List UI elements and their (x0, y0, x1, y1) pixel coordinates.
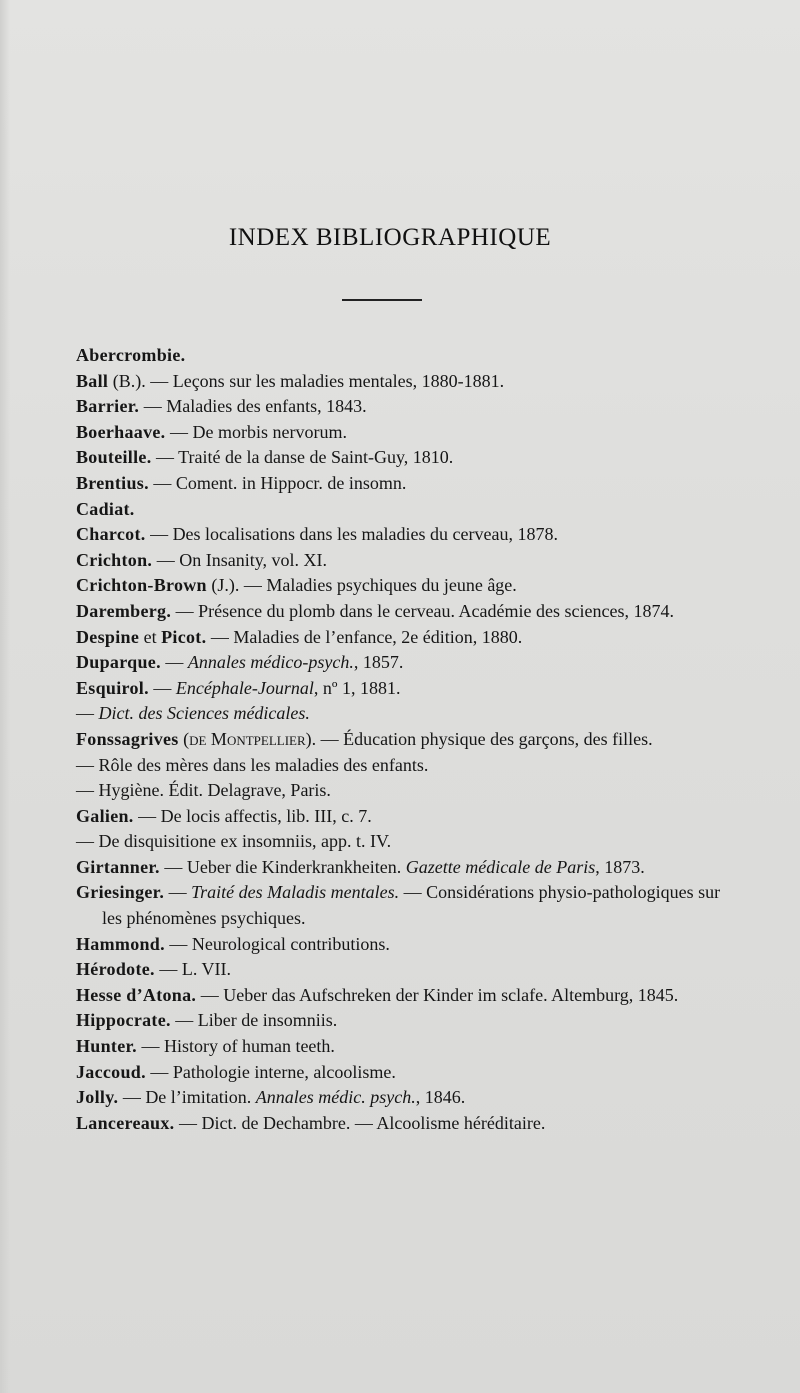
entry-text: — Maladies des enfants, 1843. (139, 396, 367, 417)
author-name: Ball (76, 370, 109, 391)
bibliography-entry (76, 369, 726, 395)
bibliography-entry (76, 727, 726, 753)
author-name: Duparque. (76, 652, 161, 673)
entry-text: — Liber de insomniis. (170, 1010, 338, 1031)
author-name: Cadiat. (76, 498, 135, 519)
entry-text: — Présence du plomb dans le cerveau. Académie des sciences, 1874. (171, 600, 674, 621)
entry-text: — Coment. in Hippocr. de insomn. (148, 472, 407, 493)
bibliography-entry (76, 1060, 726, 1086)
bibliography-entry (76, 394, 726, 420)
entry-conjunction: et (139, 626, 162, 647)
page-edge-shadow (0, 0, 10, 1393)
entry-text: — L. VII. (154, 959, 232, 980)
author-name: Hippocrate. (76, 1010, 171, 1031)
author-name: Despine (76, 626, 140, 647)
bibliography-entry (76, 1085, 726, 1111)
bibliography-entry (76, 471, 726, 497)
entry-text: — De locis affectis, lib. III, c. 7. (133, 805, 372, 826)
author-name: Girtanner. (76, 856, 160, 877)
author-name: Barrier. (76, 396, 140, 417)
bibliography-entry (76, 880, 726, 931)
entry-tail: — Considérations physio-pathologiques sur les phénomènes psychiques. (102, 882, 721, 929)
author-name: Hunter. (76, 1036, 137, 1057)
entry-text: — (164, 882, 192, 903)
bibliography-list (76, 343, 726, 1136)
entry-text: — Traité de la danse de Saint-Guy, 1810. (151, 447, 454, 468)
entry-text: . — Éducation physique des garçons, des filles. (311, 728, 653, 749)
bibliography-entry (76, 804, 726, 830)
bibliography-entry (76, 1034, 726, 1060)
author-name: Jaccoud. (76, 1061, 146, 1082)
bibliography-entry (76, 445, 726, 471)
author-name: Esquirol. (76, 677, 149, 698)
author-name: Galien. (76, 805, 134, 826)
entry-tail: , 1873. (595, 856, 645, 877)
bibliography-entry (76, 1008, 726, 1034)
entry-title-italic: Gazette médicale de Paris (405, 856, 596, 877)
author-name: Crichton. (76, 549, 153, 570)
entry-text: — Ueber die Kinderkrankheiten. (159, 856, 406, 877)
entry-tail: , nº 1, 1881. (313, 677, 401, 698)
entry-title-italic: Annales médico-psych. (187, 652, 354, 673)
entry-title-italic: Dict. des Sciences médicales. (98, 703, 310, 724)
author-name: Lancereaux. (76, 1112, 175, 1133)
author-name: Brentius. (76, 472, 149, 493)
entry-text: — (76, 703, 99, 724)
entry-title-italic: Encéphale-Journal (175, 677, 314, 698)
entry-text: — On Insanity, vol. XI. (152, 549, 328, 570)
entry-text: — Pathologie interne, alcoolisme. (145, 1061, 396, 1082)
bibliography-entry (76, 522, 726, 548)
bibliography-entry (76, 497, 726, 523)
bibliography-entry (76, 855, 726, 881)
author-name: Charcot. (76, 524, 146, 545)
author-origin: (de Montpellier) (178, 728, 312, 749)
entry-text: — Dict. de Dechambre. — Alcoolisme héréditaire. (174, 1112, 546, 1133)
bibliography-entry (76, 753, 726, 779)
entry-text: — De morbis nervorum. (165, 421, 347, 442)
author-name: Hesse d’Atona. (76, 984, 197, 1005)
entry-text: — Ueber das Aufschreken der Kinder im sclafe. Altemburg, 1845. (196, 984, 679, 1005)
author-name: Picot. (161, 626, 207, 647)
bibliography-entry (76, 625, 726, 651)
author-name: Jolly. (76, 1087, 119, 1108)
entry-text: — De disquisitione ex insomniis, app. t. IV. (76, 831, 392, 852)
entry-tail: , 1857. (353, 652, 404, 673)
bibliography-entry (76, 343, 726, 369)
entry-text: — (160, 652, 188, 673)
entry-text: (J.). — Maladies psychiques du jeune âge. (206, 575, 517, 596)
author-name: Bouteille. (76, 447, 152, 468)
bibliography-entry (76, 599, 726, 625)
bibliography-entry (76, 676, 726, 702)
entry-text: (B.). — Leçons sur les maladies mentales, 1880-1881. (108, 370, 505, 391)
bibliography-entry (76, 1111, 726, 1137)
bibliography-entry (76, 829, 726, 855)
author-name: Hammond. (76, 933, 165, 954)
entry-text: — Rôle des mères dans les maladies des enfants. (76, 754, 429, 775)
bibliography-entry (76, 957, 726, 983)
bibliography-entry (76, 573, 726, 599)
bibliography-entry (76, 701, 726, 727)
entry-text: — (148, 677, 176, 698)
entry-tail: , 1846. (415, 1087, 466, 1108)
bibliography-entry (76, 420, 726, 446)
entry-text: — Hygiène. Édit. Delagrave, Paris. (76, 780, 331, 801)
entry-title-italic: Traité des Maladis mentales. (191, 882, 400, 903)
page-title: INDEX BIBLIOGRAPHIQUE (228, 224, 552, 251)
title-rule (342, 299, 422, 301)
author-name: Griesinger. (76, 882, 165, 903)
bibliography-entry (76, 650, 726, 676)
entry-text: — History of human teeth. (136, 1036, 335, 1057)
bibliography-entry (76, 983, 726, 1009)
author-name: Crichton-Brown (76, 575, 207, 596)
entry-text: — Des localisations dans les maladies du cerveau, 1878. (145, 524, 558, 545)
bibliography-entry (76, 778, 726, 804)
author-name: Boerhaave. (76, 421, 166, 442)
entry-text: — De l’imitation. (118, 1087, 256, 1108)
entry-text: — Neurological contributions. (164, 933, 390, 954)
bibliography-entry (76, 932, 726, 958)
author-name: Daremberg. (76, 600, 172, 621)
entry-title-italic: Annales médic. psych. (255, 1087, 416, 1108)
author-name: Hérodote. (76, 959, 155, 980)
entry-text: — Maladies de l’enfance, 2e édition, 1880. (206, 626, 523, 647)
author-name: Fonssagrives (76, 728, 179, 749)
author-name: Abercrombie. (76, 345, 186, 365)
bibliography-entry (76, 548, 726, 574)
